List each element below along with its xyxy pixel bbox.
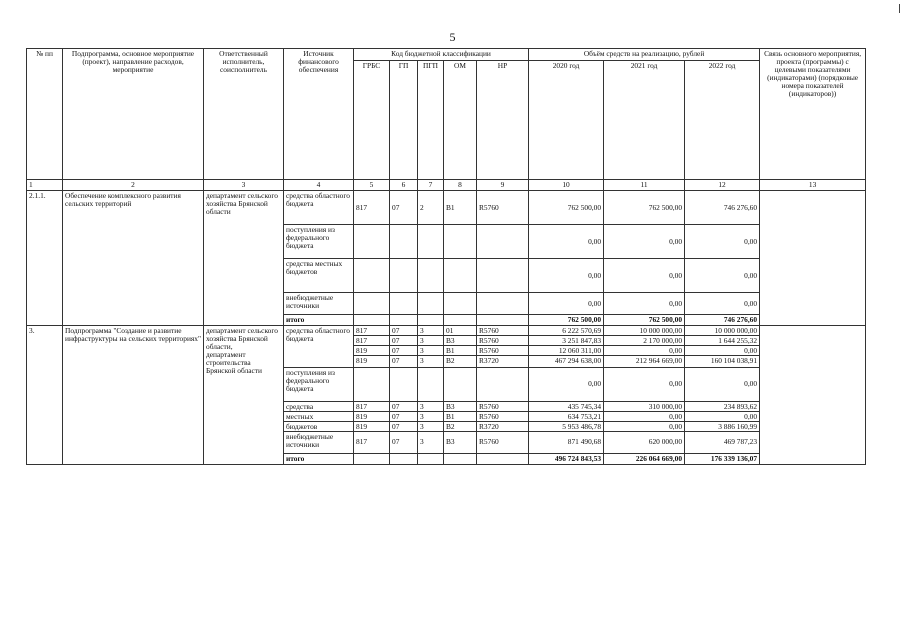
header-subprogram: Подпрограмма, основное мероприятие (проект), направление расходов, мероприятие [63,49,204,180]
colnum-12: 12 [685,180,760,191]
header-nr: НР [477,61,529,180]
colnum-13: 13 [760,180,866,191]
sub-cell: В1 [444,411,476,421]
scan-edge-mark [899,4,900,13]
header-volume: Объём средств на реализацию, рублей [529,49,760,61]
cell-grbs [354,325,390,367]
sub-cell: 819 [356,355,368,365]
row-3-src-federal: поступления из федерального бюджета [284,367,354,401]
cell-2021: 620 000,00 [604,431,685,453]
sub-cell: 0,00 [685,345,759,355]
cell-nr [477,453,529,464]
sub-cell: 12 060 311,00 [529,345,603,355]
sub-cell: 160 104 038,91 [710,355,758,365]
sub-cell: R5760 [477,345,528,355]
header-executor: Ответственный исполнитель, соисполнитель [204,49,284,180]
sub-cell: В2 [446,421,455,431]
cell-nr: R5760 [477,431,529,453]
cell-grbs: 817 [354,191,390,225]
cell-2022: 746 276,60 [685,315,760,326]
cell-2022: 176 339 136,07 [685,453,760,464]
sub-cell: 819 [354,411,389,421]
cell-2020: 0,00 [529,225,604,259]
row-3-src-regional: средства областного бюджета [284,325,354,367]
sub-cell: 10 000 000,00 [685,326,759,336]
sub-cell: R5760 [477,335,528,345]
sub-cell: 07 [390,402,417,412]
sub-cell: средства [284,402,353,412]
sub-cell: 435 745,34 [529,402,603,412]
sub-cell: 3 [418,326,443,336]
header-2022: 2022 год [685,61,760,180]
header-row-1 [27,49,866,61]
cell-nr [477,367,529,401]
sub-cell: 07 [390,411,417,421]
cell-2022: 0,00 [685,293,760,315]
row-3-regional [27,325,866,367]
cell-om [444,325,477,367]
cell-2021: 0,00 [604,293,685,315]
sub-cell: R5760 [477,402,528,412]
cell-2022: 469 787,23 [685,431,760,453]
sub-cell: 0,00 [604,411,684,421]
sub-cell: В3 [444,335,476,345]
row-3-executor-1: департамент сельского хозяйства Брянской области, [206,325,278,351]
cell-2022: 0,00 [685,367,760,401]
colnum-11: 11 [604,180,685,191]
cell-2020: 0,00 [529,367,604,401]
cell-nr [477,259,529,293]
sub-cell: 6 222 570,69 [529,326,603,336]
cell-grbs [354,293,390,315]
sub-cell: 817 [354,326,389,336]
header-budget-code: Код бюджетной классификации [354,49,529,61]
cell-2020: 871 490,68 [529,431,604,453]
cell-gp: 07 [390,431,418,453]
page-number: 5 [449,30,456,44]
column-numbers-row [27,180,866,191]
cell-2021: 0,00 [604,225,685,259]
sub-cell: 634 753,21 [529,411,603,421]
cell-2020: 496 724 843,53 [529,453,604,464]
row-211-src-regional: средства областного бюджета [284,191,354,225]
cell-2021: 762 500,00 [604,191,685,225]
sub-cell: 3 [418,411,443,421]
cell-gp [390,315,418,326]
sub-cell: 819 [356,421,368,431]
cell-2022: 746 276,60 [685,191,760,225]
cell-pgp: 2 [418,191,444,225]
colnum-10: 10 [529,180,604,191]
sub-cell: 0,00 [669,421,683,431]
sub-cell: R5760 [477,326,528,336]
cell-om [444,401,477,431]
sub-cell: 3 886 160,99 [718,421,758,431]
cell-grbs [354,225,390,259]
cell-nr [477,225,529,259]
cell-grbs [354,315,390,326]
cell-2021 [604,401,685,431]
cell-2022 [685,401,760,431]
sub-cell: 3 [420,421,424,431]
colnum-6: 6 [390,180,418,191]
cell-om: В3 [444,431,477,453]
row-211-regional [27,191,866,225]
cell-nr: R5760 [477,191,529,225]
row-3-link [760,325,866,464]
sub-cell: 07 [392,421,400,431]
cell-2022: 0,00 [685,225,760,259]
cell-grbs [354,401,390,431]
header-om: ОМ [444,61,477,180]
cell-pgp [418,259,444,293]
sub-cell: 2 170 000,00 [604,335,684,345]
cell-om [444,315,477,326]
cell-2020 [529,325,604,367]
cell-om [444,225,477,259]
cell-pgp: 3 [418,431,444,453]
cell-pgp [418,325,444,367]
header-grbs: ГРБС [354,61,390,180]
colnum-2: 2 [63,180,204,191]
colnum-8: 8 [444,180,477,191]
sub-cell: 10 000 000,00 [604,326,684,336]
cell-pgp [418,401,444,431]
cell-gp [390,367,418,401]
row-3-total-label: итого [284,453,354,464]
row-3-num: 3. [27,325,63,464]
colnum-1: 1 [27,180,63,191]
cell-2020: 762 500,00 [529,191,604,225]
header-link: Связь основного мероприятия, проекта (программы) с целевыми показателями (индикаторами) (порядковые номера показателей (индикаторов)) [760,49,866,180]
cell-om [444,293,477,315]
sub-cell: 819 [354,345,389,355]
cell-nr [477,315,529,326]
cell-2022: 0,00 [685,259,760,293]
cell-gp [390,325,418,367]
cell-nr [477,325,529,367]
row-3-src-local [284,401,354,431]
cell-gp [390,225,418,259]
sub-cell: 3 [418,345,443,355]
sub-cell: 817 [354,335,389,345]
cell-grbs [354,367,390,401]
sub-cell: 3 [420,355,424,365]
cell-gp [390,293,418,315]
sub-cell: 467 294 638,00 [554,355,602,365]
cell-2021: 0,00 [604,259,685,293]
sub-cell: 3 [418,335,443,345]
row-3-executor [204,325,284,464]
colnum-9: 9 [477,180,529,191]
header-num: № пп [27,49,63,180]
sub-cell: 3 [418,402,443,412]
cell-gp [390,453,418,464]
row-211-name: Обеспечение комплексного развития сельских территорий [63,191,204,326]
sub-cell: бюджетов [286,421,318,431]
cell-2021: 762 500,00 [604,315,685,326]
colnum-4: 4 [284,180,354,191]
sub-cell: 0,00 [685,411,759,421]
cell-pgp [418,315,444,326]
sub-cell: R3720 [479,421,499,431]
cell-nr [477,293,529,315]
row-211-total-label: итого [284,315,354,326]
sub-cell: В2 [446,355,455,365]
cell-gp: 07 [390,191,418,225]
cell-2020: 0,00 [529,293,604,315]
cell-2020: 0,00 [529,259,604,293]
row-3-name: Подпрограмма "Создание и развитие инфраструктуры на сельских территориях" [63,325,204,464]
cell-grbs [354,453,390,464]
sub-cell: 817 [354,402,389,412]
cell-om [444,259,477,293]
sub-cell: 3 251 847,83 [529,335,603,345]
cell-om [444,453,477,464]
cell-2021: 0,00 [604,367,685,401]
sub-cell: В3 [444,402,476,412]
sub-cell: 07 [392,355,400,365]
row-3-src-extrabudget: внебюджетные источники [284,431,354,453]
cell-2020: 762 500,00 [529,315,604,326]
colnum-7: 7 [418,180,444,191]
cell-2020 [529,401,604,431]
budget-table [26,48,866,465]
header-gp: ГП [390,61,418,180]
sub-cell: R3720 [479,355,499,365]
sub-cell: 07 [390,345,417,355]
row-211-src-local: средства местных бюджетов [284,259,354,293]
cell-gp [390,259,418,293]
sub-cell: 07 [390,326,417,336]
cell-grbs: 817 [354,431,390,453]
cell-gp [390,401,418,431]
colnum-5: 5 [354,180,390,191]
sub-cell: 234 893,62 [685,402,759,412]
row-211-executor: департамент сельского хозяйства Брянской области [204,191,284,326]
row-3-executor-2: департамент строительства Брянской области [206,349,262,375]
sub-cell: 5 953 486,78 [562,421,602,431]
cell-om [444,367,477,401]
row-211-num: 2.1.1. [27,191,63,326]
sub-cell: В1 [444,345,476,355]
sub-cell: 07 [390,335,417,345]
colnum-3: 3 [204,180,284,191]
cell-pgp [418,225,444,259]
cell-pgp [418,367,444,401]
row-211-src-extrabudget: внебюджетные источники [284,293,354,315]
sub-cell: 212 964 669,00 [635,355,683,365]
sub-cell: местных [284,411,353,421]
row-211-link [760,191,866,326]
cell-2022 [685,325,760,367]
sub-cell: 01 [444,326,476,336]
header-2021: 2021 год [604,61,685,180]
header-pgp: ПГП [418,61,444,180]
sub-cell: 1 644 255,32 [685,335,759,345]
cell-pgp [418,293,444,315]
sub-cell: 310 000,00 [604,402,684,412]
cell-2021 [604,325,685,367]
sub-cell: R5760 [477,411,528,421]
header-source: Источник финансового обеспечения [284,49,354,180]
header-2020: 2020 год [529,61,604,180]
cell-nr [477,401,529,431]
cell-om: В1 [444,191,477,225]
cell-pgp [418,453,444,464]
cell-2021: 226 064 669,00 [604,453,685,464]
cell-grbs [354,259,390,293]
row-211-src-federal: поступления из федерального бюджета [284,225,354,259]
sub-cell: 0,00 [604,345,684,355]
